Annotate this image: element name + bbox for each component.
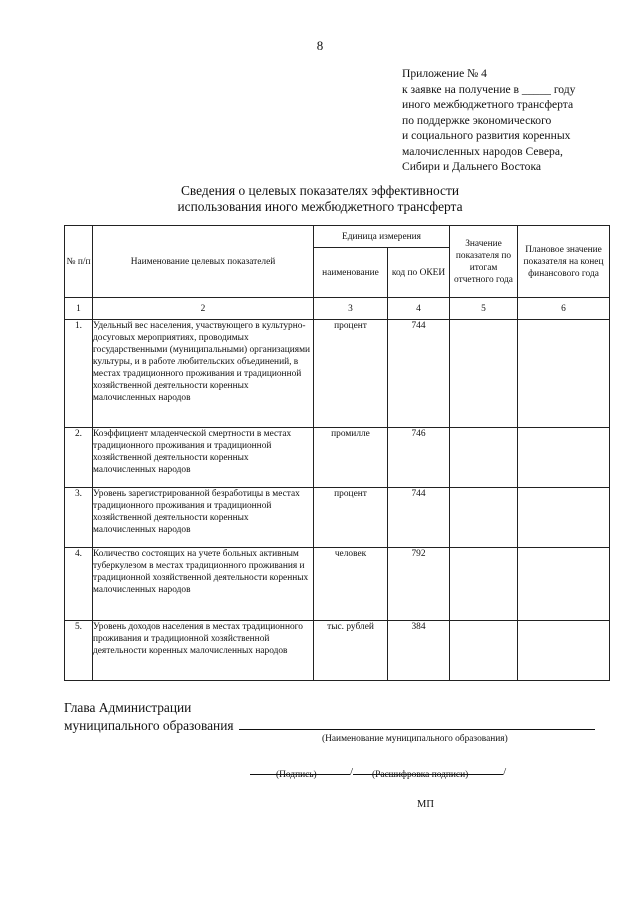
reported-value (450, 621, 518, 681)
signature-block (64, 700, 624, 734)
indicator-name: Уровень доходов населения в местах традиционного проживания и традиционной хозяйственной деятельности коренных малочисленных народов (93, 621, 314, 681)
unit-name: процент (314, 488, 388, 548)
indicator-name: Уровень зарегистрированной безработицы в местах традиционного проживания и традиционной хозяйственной деятельности коренных малочисленных народов (93, 488, 314, 548)
header-unit-name: наименование (314, 248, 388, 298)
table-row (65, 428, 610, 488)
table-row (65, 320, 610, 428)
unit-name: промилле (314, 428, 388, 488)
municipality-name-line[interactable] (239, 716, 595, 730)
header-unit-code: код по ОКЕИ (388, 248, 450, 298)
document-title (0, 183, 640, 215)
column-number: 2 (93, 298, 314, 320)
planned-value (518, 548, 610, 621)
title-line-2: использования иного межбюджетного трансферта (177, 199, 463, 214)
appendix-block (402, 66, 622, 175)
header-unit-group: Единица измерения (314, 226, 450, 248)
page-number: 8 (316, 38, 324, 53)
header-value: Значение показателя по итогам отчетного года (450, 226, 518, 298)
seal-placeholder: МП (417, 799, 434, 810)
reported-value (450, 320, 518, 428)
signer-title-row (64, 716, 624, 734)
row-num: 1. (65, 320, 93, 428)
appendix-line: малочисленных народов Севера, (402, 144, 563, 158)
unit-name: процент (314, 320, 388, 428)
okei-code: 384 (388, 621, 450, 681)
column-number: 4 (388, 298, 450, 320)
indicators-table (64, 225, 610, 681)
appendix-line: иного межбюджетного трансферта (402, 98, 574, 111)
municipality-caption: (Наименование муниципального образования) (322, 734, 508, 744)
column-number: 3 (314, 298, 388, 320)
row-num: 5. (65, 621, 93, 681)
row-num: 2. (65, 428, 93, 488)
unit-name: тыс. рублей (314, 621, 388, 681)
signer-title-line-1: Глава Администрации (64, 700, 192, 715)
column-number: 1 (65, 298, 93, 320)
column-number: 5 (450, 298, 518, 320)
row-num: 3. (65, 488, 93, 548)
appendix-line: к заявке на получение в _____ году (402, 82, 576, 96)
signature-separator: / (350, 766, 354, 778)
table-row (65, 621, 610, 681)
okei-code: 744 (388, 320, 450, 428)
planned-value (518, 488, 610, 548)
reported-value (450, 548, 518, 621)
header-num: № п/п (65, 226, 93, 298)
appendix-line: Приложение № 4 (402, 67, 487, 80)
planned-value (518, 621, 610, 681)
okei-code: 744 (388, 488, 450, 548)
indicator-name: Удельный вес населения, участвующего в культурно-досуговых мероприятиях, проводимых государственными (муниципальными) организациями культуры, и в работе любительских объединений, в местах традиционного проживания и традиционной хозяйственной деятельности коренных малочисленных народов (93, 320, 314, 428)
signature-decode-caption: (Расшифровка подписи) (372, 770, 469, 780)
signer-title-line-2: муниципального образования (64, 718, 234, 733)
appendix-line: и социального развития коренных (402, 129, 571, 142)
table-row (65, 548, 610, 621)
appendix-line: по поддержке экономического (402, 113, 552, 127)
planned-value (518, 320, 610, 428)
header-planned: Плановое значение показателя на конец финансового года (518, 226, 610, 298)
okei-code: 746 (388, 428, 450, 488)
title-line-1: Сведения о целевых показателях эффективности (180, 183, 460, 198)
signature-caption: (Подпись) (276, 770, 317, 780)
indicator-name: Количество состоящих на учете больных активным туберкулезом в местах традиционного проживания и традиционной хозяйственной деятельности коренных малочисленных народов (93, 548, 314, 621)
unit-name: человек (314, 548, 388, 621)
column-number: 6 (518, 298, 610, 320)
indicator-name: Коэффициент младенческой смертности в местах традиционного проживания и традиционной хозяйственной деятельности коренных малочисленных народов (93, 428, 314, 488)
header-name: Наименование целевых показателей (93, 226, 314, 298)
reported-value (450, 488, 518, 548)
okei-code: 792 (388, 548, 450, 621)
table-row (65, 488, 610, 548)
appendix-line: Сибири и Дальнего Востока (402, 160, 542, 173)
row-num: 4. (65, 548, 93, 621)
signature-separator-end: / (503, 766, 507, 778)
reported-value (450, 428, 518, 488)
planned-value (518, 428, 610, 488)
